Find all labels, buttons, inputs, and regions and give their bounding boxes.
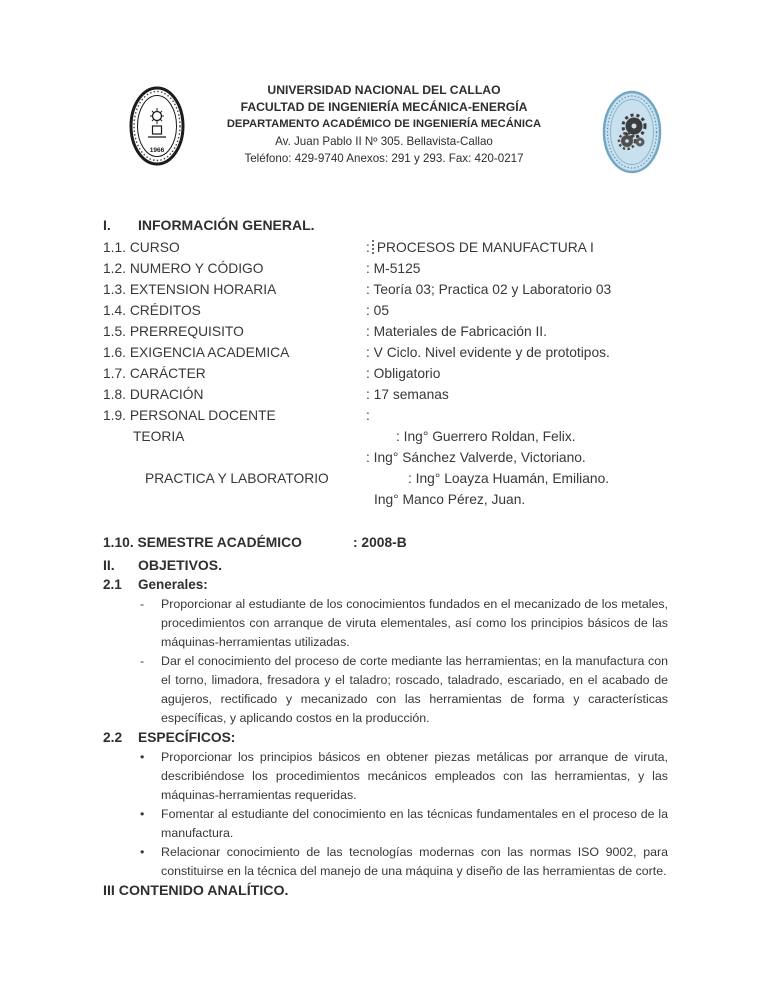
info-row-caracter bbox=[103, 363, 668, 384]
info-value: : 05 bbox=[366, 303, 390, 318]
colon: : bbox=[366, 240, 370, 255]
especificos-item bbox=[103, 748, 668, 805]
info-value: : Ing° Loayza Huamán, Emiliano. bbox=[408, 471, 610, 486]
info-row-practica bbox=[103, 468, 668, 489]
info-row-prerrequisito bbox=[103, 321, 668, 342]
info-label bbox=[103, 489, 366, 510]
info-row-semestre bbox=[103, 532, 668, 553]
section1-title: INFORMACIÓN GENERAL. bbox=[138, 217, 315, 233]
info-row-codigo bbox=[103, 258, 668, 279]
curso-value: PROCESOS DE MANUFACTURA I bbox=[376, 240, 594, 255]
info-row-practica-2 bbox=[103, 489, 668, 510]
info-value: : Ing° Guerrero Roldan, Felix. bbox=[396, 429, 576, 444]
semestre-value: : 2008-B bbox=[353, 535, 407, 550]
especificos-heading bbox=[103, 728, 668, 748]
especificos-number: 2.2 bbox=[103, 730, 123, 745]
text-cursor-icon bbox=[372, 240, 374, 254]
department-name: DEPARTAMENTO ACADÉMICO DE INGENIERÍA MECÁNICA bbox=[226, 118, 542, 130]
info-label: PRACTICA Y LABORATORIO bbox=[145, 471, 329, 486]
document-body bbox=[103, 215, 668, 901]
info-label: 1.1. CURSO bbox=[103, 240, 180, 255]
especificos-item bbox=[103, 805, 668, 843]
info-value: Ing° Manco Pérez, Juan. bbox=[374, 492, 526, 507]
info-label: TEORIA bbox=[133, 429, 185, 444]
especificos-item-text: Fomentar al estudiante del conocimiento en las técnicas fundamentales en el proceso de la manufactura. bbox=[161, 807, 668, 840]
info-value: : Materiales de Fabricación II. bbox=[366, 324, 547, 339]
section1-number: I. bbox=[103, 217, 111, 233]
info-row-teoria bbox=[103, 426, 668, 447]
faculty-name: FACULTAD DE INGENIERÍA MECÁNICA-ENERGÍA bbox=[240, 100, 528, 114]
info-value: : Ing° Sánchez Valverde, Victoriano. bbox=[366, 450, 586, 465]
semestre-label: 1.10. SEMESTRE ACADÉMICO bbox=[103, 535, 302, 550]
address-line: Av. Juan Pablo II Nº 305. Bellavista-Callao bbox=[275, 135, 493, 148]
info-row-personal-docente bbox=[103, 405, 668, 426]
phone-line: Teléfono: 429-9740 Anexos: 291 y 293. Fax: 420-0217 bbox=[244, 152, 524, 165]
section2-title: OBJETIVOS. bbox=[138, 557, 223, 573]
info-label: 1.6. EXIGENCIA ACADEMICA bbox=[103, 345, 290, 360]
info-value: : 17 semanas bbox=[366, 387, 449, 402]
section1-heading bbox=[103, 215, 668, 235]
generales-heading bbox=[103, 575, 668, 595]
info-label: 1.4. CRÉDITOS bbox=[103, 303, 201, 318]
section2-heading bbox=[103, 555, 668, 575]
info-row-curso bbox=[103, 237, 668, 258]
info-row-extension bbox=[103, 279, 668, 300]
info-row-duracion bbox=[103, 384, 668, 405]
generales-item bbox=[103, 595, 668, 652]
info-label: 1.8. DURACIÓN bbox=[103, 387, 204, 402]
especificos-item-text: Proporcionar los principios básicos en obtener piezas metálicas por arranque de viruta, describiéndose los procedimientos mecánicos empleados con las herramientas, y las máquinas-herramientas requeridas. bbox=[161, 750, 668, 802]
info-value: : V Ciclo. Nivel evidente y de prototipos. bbox=[366, 345, 610, 360]
info-label: 1.9. PERSONAL DOCENTE bbox=[103, 408, 276, 423]
generales-number: 2.1 bbox=[103, 577, 122, 592]
dash-bullet-icon: - bbox=[140, 654, 145, 668]
info-value: : Obligatorio bbox=[366, 366, 441, 381]
info-value: : M-5125 bbox=[366, 261, 421, 276]
dot-bullet-icon: • bbox=[140, 750, 145, 764]
generales-item bbox=[103, 652, 668, 728]
info-value bbox=[366, 237, 668, 258]
especificos-item-text: Relacionar conocimiento de las tecnologías modernas con las normas ISO 9002, para constituirse en la técnica del manejo de una máquina y diseño de las herramientas de corte. bbox=[161, 845, 668, 878]
info-label: 1.3. EXTENSION HORARIA bbox=[103, 282, 277, 297]
section2-number: II. bbox=[103, 557, 115, 573]
info-row-teoria-2 bbox=[103, 447, 668, 468]
info-value: : bbox=[366, 408, 370, 423]
info-label: 1.2. NUMERO Y CÓDIGO bbox=[103, 261, 264, 276]
info-value: : Teoría 03; Practica 02 y Laboratorio 03 bbox=[366, 282, 612, 297]
generales-item-text: Proporcionar al estudiante de los conocimientos fundados en el mecanizado de los metales, procedimientos con arranque de viruta elementales, así como los principios básicos de las máquinas-herramientas utilizadas. bbox=[161, 597, 668, 649]
info-row-exigencia bbox=[103, 342, 668, 363]
letterhead bbox=[0, 82, 768, 167]
info-row-creditos bbox=[103, 300, 668, 321]
section3-heading: III CONTENIDO ANALÍTICO. bbox=[103, 883, 289, 899]
dot-bullet-icon: • bbox=[140, 807, 145, 821]
info-label: 1.7. CARÁCTER bbox=[103, 366, 206, 381]
info-label bbox=[103, 447, 366, 468]
generales-item-text: Dar el conocimiento del proceso de corte mediante las herramientas; en la manufactura con el torno, limadora, fresadora y el taladro; roscado, taladrado, escariado, en el acabado de agujeros, rectificado y mecanizado con las herramientas de forma y características específicas, y aplicando costos en la producción. bbox=[161, 654, 668, 725]
dash-bullet-icon: - bbox=[140, 597, 145, 611]
especificos-item bbox=[103, 843, 668, 881]
especificos-title: ESPECÍFICOS: bbox=[138, 730, 236, 745]
generales-title: Generales: bbox=[138, 577, 208, 592]
dot-bullet-icon: • bbox=[140, 845, 145, 859]
svg-text:1966: 1966 bbox=[149, 147, 165, 154]
info-label: 1.5. PRERREQUISITO bbox=[103, 324, 244, 339]
university-name: UNIVERSIDAD NACIONAL DEL CALLAO bbox=[267, 83, 501, 97]
